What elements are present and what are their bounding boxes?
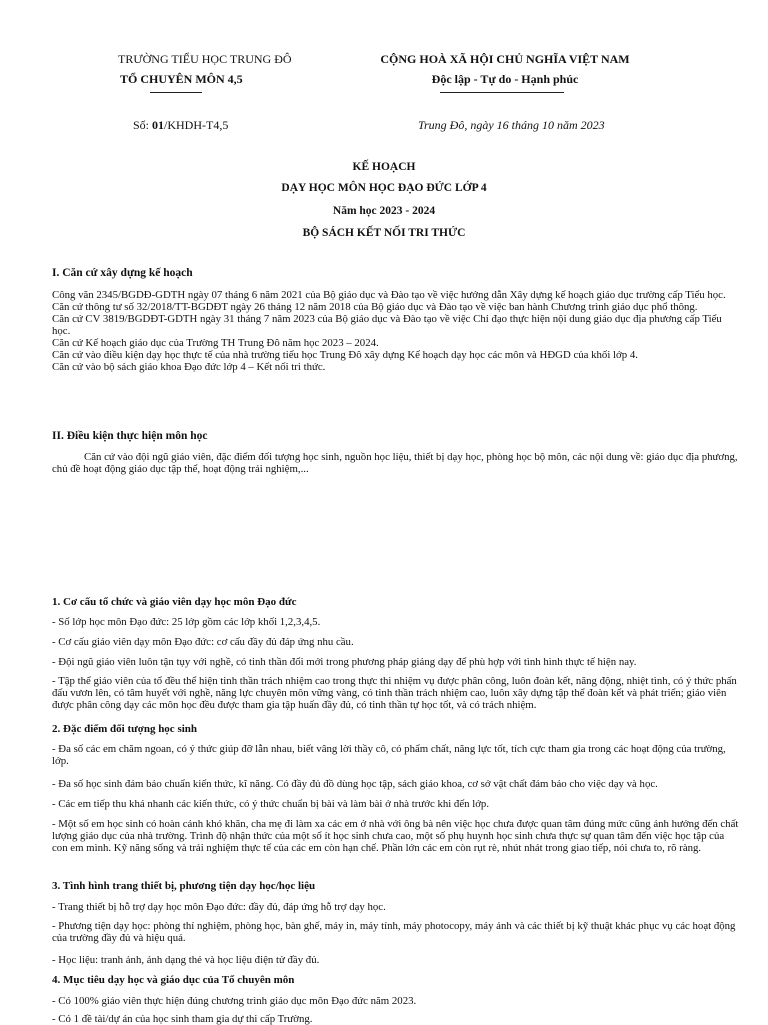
doc-title: KẾ HOẠCH [352,161,416,173]
school-year: Năm học 2023 - 2024 [332,205,436,217]
subsection-4-item: - Có 100% giáo viên thực hiện đúng chương trình giáo dục môn Đạo đức năm 2023. [52,995,417,1007]
subsection-1-item: - Cơ cấu giáo viên dạy môn Đạo đức: cơ cấu đầy đủ đáp ứng nhu cầu. [52,636,354,648]
subsection-2-heading: 2. Đặc điểm đối tượng học sinh [52,723,198,735]
number-code: /KHDH-T4,5 [164,118,229,132]
section-2-heading: II. Điều kiện thực hiện môn học [52,430,208,442]
subsection-3-item: - Phương tiện dạy học: phòng thí nghiệm, phòng học, bàn ghế, máy in, máy tính, máy photocopy, máy ảnh và các thiết bị kỹ thuật khác phục vụ các hoạt động của trường đầy đủ và hiệu quả. [52,920,736,944]
subsection-4-heading: 4. Mục tiêu dạy học và giáo dục của Tổ chuyên môn [52,974,295,986]
subsection-3-item: - Trang thiết bị hỗ trợ dạy học môn Đạo đức: đầy đủ, đáp ứng hỗ trợ dạy học. [52,901,386,913]
motto-underline [440,92,564,93]
section-1-item: Căn cứ thông tư số 32/2018/TT-BGDĐT ngày 26 tháng 12 năm 2018 của Bộ giáo dục và Đào tạo về việc ban hành Chương trình giáo dục phổ thông. [52,301,698,313]
subsection-1-item: - Tập thể giáo viên của tổ đều thể hiện tinh thần trách nhiệm cao trong thực thi nhiệm vụ được phân công, luôn đoàn kết, năng động, nhiệt tình, có ý thức phấn đấu vươn lên, có tâm huyết với nghề, năng lực chuyên môn vững vàng, có tinh thần trách nhiệm cao, luôn xây dựng tập thể đoàn kết và phát triển; giáo viên được phân công dạy các môn học đều được tham gia tập huấn đầy đủ, có tinh thần tự học tốt, và có trách nhiệm. [52,675,737,711]
subsection-2-item: - Các em tiếp thu khá nhanh các kiến thức, có ý thức chuẩn bị bài và làm bài ở nhà trước khi đến lớp. [52,798,490,810]
number-value: 01 [152,118,165,132]
subsection-1-heading: 1. Cơ cấu tổ chức và giáo viên dạy học môn Đạo đức [52,596,297,608]
school-name: TRƯỜNG TIỂU HỌC TRUNG ĐÔ [118,52,292,66]
document-number [133,118,228,133]
doc-subtitle: DẠY HỌC MÔN HỌC ĐẠO ĐỨC LỚP 4 [281,182,487,194]
section-1-item: Căn cứ vào bộ sách giáo khoa Đạo đức lớp 4 – Kết nối tri thức. [52,361,326,373]
section-2-intro: Căn cứ vào đội ngũ giáo viên, đặc điểm đối tượng học sinh, nguồn học liệu, thiết bị dạy học, phòng học bộ môn, các nội dung về: giáo dục địa phương, chủ đề hoạt động giáo dục tập thể, hoạt động trải nghiệm,... [52,451,738,475]
section-1-item: Căn cứ vào điều kiện dạy học thực tế của nhà trường tiểu học Trung Đô xây dựng Kế hoạch dạy học các môn và HĐGD của khối lớp 4. [52,349,638,361]
book-series: BỘ SÁCH KẾT NỐI TRI THỨC [302,227,466,239]
place-date: Trung Đô, ngày 16 tháng 10 năm 2023 [418,118,605,132]
national-motto: Độc lập - Tự do - Hạnh phúc [431,72,579,86]
nation-title: CỘNG HOÀ XÃ HỘI CHỦ NGHĨA VIỆT NAM [380,52,630,66]
subsection-1-item: - Đội ngũ giáo viên luôn tận tụy với nghề, có tinh thần đổi mới trong phương pháp giảng dạy để phù hợp với tình hình thực tế hiện nay. [52,656,637,668]
subsection-3-heading: 3. Tình hình trang thiết bị, phương tiện dạy học/học liệu [52,880,316,892]
subsection-2-item: - Một số em học sinh có hoàn cảnh khó khăn, cha mẹ đi làm xa các em ở nhà với ông bà nên việc học chưa được quan tâm đúng mức cũng ảnh hưởng đến chất lượng giáo dục của nhà trường. Trình độ nhận thức của một số ít học sinh chưa cao, một số phụ huynh học sinh chưa thực sự quan tâm đến việc học tập của con em mình. Kỹ năng sống và trải nghiệm thực tế của các em còn hạn chế. Phần lớn các em còn rụt rè, nhút nhát trong giao tiếp, nói chưa to, rõ ràng. [52,818,739,854]
subsection-1-item: - Số lớp học môn Đạo đức: 25 lớp gồm các lớp khối 1,2,3,4,5. [52,616,321,628]
section-1-item: Căn cứ CV 3819/BGDĐT-GDTH ngày 31 tháng 7 năm 2023 của Bộ giáo dục và Đào tạo về việc Chỉ đạo thực hiện nội dung giáo dục địa phương cấp Tiểu học. [52,313,722,337]
subsection-3-item: - Học liệu: tranh ảnh, ảnh dạng thẻ và học liệu điện tử đầy đủ. [52,954,320,966]
subsection-2-item: - Đa số các em chăm ngoan, có ý thức giúp đỡ lẫn nhau, biết vâng lời thầy cô, có phẩm chất, năng lực tốt, tích cực tham gia trong các hoạt động của trường, lớp. [52,743,726,767]
subsection-4-item: - Có 1 đề tài/dự án của học sinh tham gia dự thi cấp Trường. [52,1013,313,1025]
group-name: TỔ CHUYÊN MÔN 4,5 [120,72,243,86]
section-1-item: Công văn 2345/BGDĐ-GDTH ngày 07 tháng 6 năm 2021 của Bộ giáo dục và Đào tạo về việc hướng dẫn Xây dựng kế hoạch giáo dục trường cấp Tiểu học. [52,289,726,301]
group-underline [150,92,202,93]
section-1-heading: I. Căn cứ xây dựng kế hoạch [52,267,193,279]
section-1-item: Căn cứ Kế hoạch giáo dục của Trường TH Trung Đô năm học 2023 – 2024. [52,337,379,349]
number-label: Số: [133,118,150,132]
subsection-2-item: - Đa số học sinh đảm bảo chuẩn kiến thức, kĩ năng. Có đầy đủ đồ dùng học tập, sách giáo khoa, cơ sở vật chất đảm bảo cho việc dạy và học. [52,778,658,790]
section-1-list [52,289,742,373]
